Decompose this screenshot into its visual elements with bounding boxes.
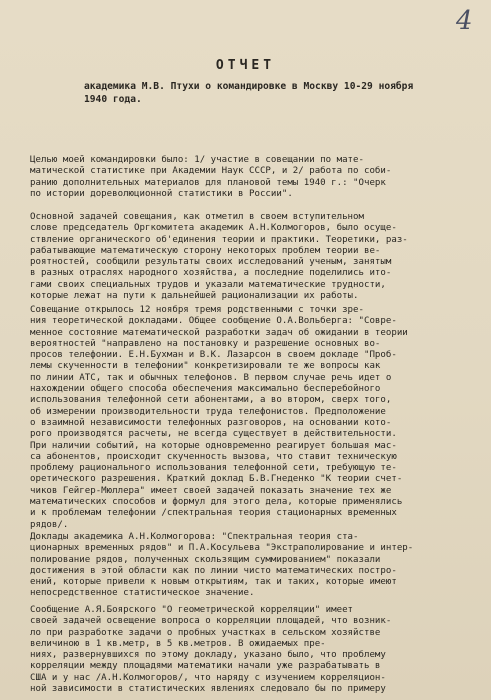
page-number: 4 xyxy=(456,6,473,36)
paragraph-opening: Совещание открылось 12 ноября тремя родственными с точки зре- ния теоретической докладами. Общее сообщение О.А.Вольберга: "Совре- менное состояние математической разработки задач об ожидании в теории вероятностей "направлено на постановку и разрешение основных во- просов телефонии. Е.Н.Бухман и В.К. Лазарсон в своем докладе "Проб- лемы скученности в телефонии" конкретизировали те же вопросы как по линии АТС, так и обычных телефонов. В первом случае речь идет о нахождении общего способа обеспечения максимально бесперебойного использования телефонной сети абонентами, а во втором, сверх того, об измерении производительности труда телефонистов. Предположение о взаимной независимости телефонных разговоров, на основании кото- рого производятся расчеты, не всегда существует в действительности. При наличии событий, на которые одновременно реагирует большая мас- са абонентов, происходит скученность вызова, что ставит техническую проблему рационального использования телефонной сети, требующую те- оретического разрешения. Краткий доклад Б.В.Гнеденко "К теории счет- чиков Гейгер-Мюллера" имеет своей задачей показать значение тех же математических способов и формул для этого дела, которые применялись и к проблемам телефонии /спектральная теория стационарных временных рядов/. xyxy=(30,305,408,530)
paragraph-purpose: Целью моей командировки было: 1/ участие в совещании по мате- матической статистике при Академии Наук СССР, и 2/ работа по соби- ранию дополнительных материалов для плановой темы 1940 г.: "Очерк по истории дореволюционной статистики в России". xyxy=(30,155,392,199)
paragraph-boyarsky-report: Сообщение А.Я.Боярского "О геометрической корреляции" имеет своей задачей освещение вопроса о корреляции площадей, что возник- ло при разработке задачи о пробных участках в сельском хозяйстве величиною в 1 кв.метр, в 5 кв.метров. В ожидаемых пре- ниях, развернувшихся по этому докладу, указано было, что проблему корреляции между площадями математики начали уже разрабатывать в США и у нас /А.Н.Колмогоров/, что наряду с изучением корреляцион- ной зависимости в статистических явлениях следовало бы по примеру xyxy=(30,605,392,695)
paragraph-kolmogorov-reports: Доклады академика А.Н.Колмогорова: "Спектральная теория ста- ционарных временных рядов" и П.А.Косульева "Экстраполирование и интер- полирование рядов, полученных скользящим суммированием" показали достижения в этой области как по линии чисто математических постро- ений, которые привели к новым открытиям, так и таких, которые имеют непосредственное статистическое значение. xyxy=(30,532,414,599)
document-subtitle: академика М.В. Птухи о командировке в Москву 10-29 ноября 1940 года. xyxy=(84,81,414,105)
document-title: ОТЧЕТ xyxy=(215,58,276,73)
paragraph-main-task: Основной задачей совещания, как отметил в своем вступительном слове председатель Оргкомитета академик А.Н.Колмогоров, было осуще- ствление органического об'единения теории и практики. Теоретики, раз- рабатывающие математическую сторону некоторых проблем теории ве- роятностей, сообщили результаты своих исследований ученым, занятым в разных отраслях народного хозяйства, а последние поделились ито- гами своих специальных трудов и указали математические трудности, которые лежат на пути к дальнейшей рационализации их работы. xyxy=(30,212,408,302)
